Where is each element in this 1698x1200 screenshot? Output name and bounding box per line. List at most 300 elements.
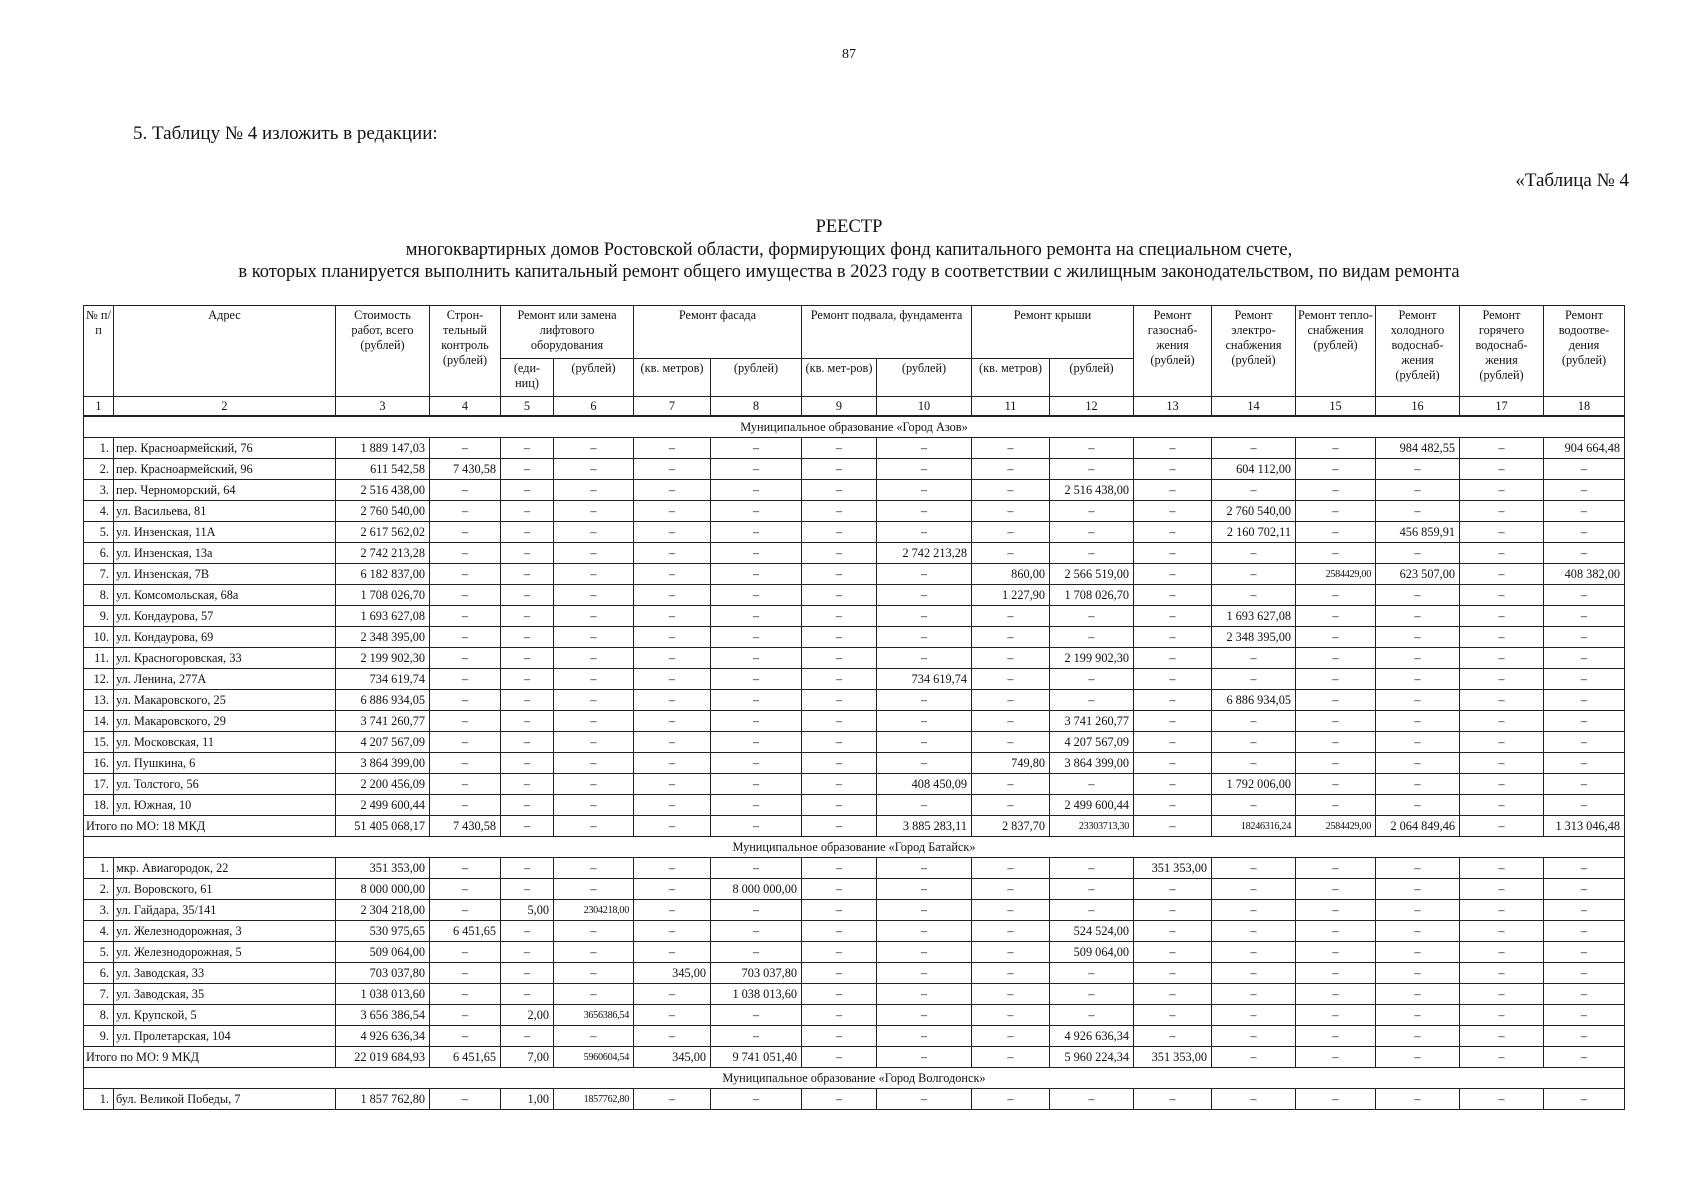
row-number: 18. bbox=[84, 795, 114, 816]
row-value: – bbox=[501, 879, 554, 900]
row-value: 623 507,00 bbox=[1376, 564, 1460, 585]
row-value: – bbox=[634, 858, 711, 879]
total-label: Итого по МО: 18 МКД bbox=[84, 816, 336, 837]
column-number: 15 bbox=[1296, 397, 1376, 417]
row-value: – bbox=[1460, 459, 1544, 480]
total-value: – bbox=[1460, 1047, 1544, 1068]
header-basement: Ремонт подвала, фундамента bbox=[802, 306, 972, 359]
row-value: – bbox=[1296, 795, 1376, 816]
row-value: 2 304 218,00 bbox=[336, 900, 430, 921]
row-value: – bbox=[554, 795, 634, 816]
row-value: 1857762,80 bbox=[554, 1089, 634, 1110]
row-value: – bbox=[877, 627, 972, 648]
total-value: 1 313 046,48 bbox=[1544, 816, 1625, 837]
column-number: 13 bbox=[1134, 397, 1212, 417]
row-value: – bbox=[634, 753, 711, 774]
row-value: – bbox=[1296, 585, 1376, 606]
row-value: – bbox=[877, 585, 972, 606]
row-value: – bbox=[430, 522, 501, 543]
row-value: – bbox=[972, 606, 1050, 627]
table-row bbox=[84, 564, 1625, 585]
row-value: – bbox=[554, 501, 634, 522]
row-value: – bbox=[554, 774, 634, 795]
row-value: – bbox=[711, 858, 802, 879]
row-value: – bbox=[1134, 732, 1212, 753]
total-value: 22 019 684,93 bbox=[336, 1047, 430, 1068]
column-number: 12 bbox=[1050, 397, 1134, 417]
row-value: – bbox=[1460, 1026, 1544, 1047]
row-value: – bbox=[1376, 921, 1460, 942]
row-value: – bbox=[634, 984, 711, 1005]
row-value: – bbox=[1544, 921, 1625, 942]
row-number: 15. bbox=[84, 732, 114, 753]
row-value: – bbox=[1212, 963, 1296, 984]
row-value: – bbox=[1134, 606, 1212, 627]
row-value: 1 708 026,70 bbox=[1050, 585, 1134, 606]
column-number-row bbox=[84, 397, 1625, 417]
row-address: ул. Пролетарская, 104 bbox=[114, 1026, 336, 1047]
table-row bbox=[84, 711, 1625, 732]
row-value: – bbox=[1050, 984, 1134, 1005]
row-value: – bbox=[634, 942, 711, 963]
row-value: – bbox=[877, 606, 972, 627]
row-value: – bbox=[1134, 564, 1212, 585]
row-value: – bbox=[554, 522, 634, 543]
row-value: – bbox=[554, 1026, 634, 1047]
row-value: – bbox=[1296, 438, 1376, 459]
row-value: – bbox=[802, 543, 877, 564]
row-value: – bbox=[1544, 900, 1625, 921]
row-value: – bbox=[877, 438, 972, 459]
header-control-l2: тельный bbox=[443, 323, 487, 337]
column-number: 3 bbox=[336, 397, 430, 417]
header-lift-rub: (рублей) bbox=[554, 359, 634, 397]
table-row bbox=[84, 879, 1625, 900]
row-value: – bbox=[634, 690, 711, 711]
row-value: – bbox=[972, 648, 1050, 669]
row-value: – bbox=[1212, 711, 1296, 732]
row-value: 8 000 000,00 bbox=[336, 879, 430, 900]
row-value: – bbox=[501, 795, 554, 816]
table-row bbox=[84, 984, 1625, 1005]
row-value: – bbox=[877, 501, 972, 522]
row-value: – bbox=[1050, 879, 1134, 900]
row-value: – bbox=[1376, 669, 1460, 690]
column-number: 4 bbox=[430, 397, 501, 417]
row-value: – bbox=[1050, 522, 1134, 543]
row-value: – bbox=[430, 732, 501, 753]
header-basement-rub: (рублей) bbox=[877, 359, 972, 397]
column-number: 9 bbox=[802, 397, 877, 417]
column-number: 1 bbox=[84, 397, 114, 417]
row-value: – bbox=[1460, 858, 1544, 879]
row-address: пер. Красноармейский, 96 bbox=[114, 459, 336, 480]
row-value: – bbox=[1134, 795, 1212, 816]
row-address: ул. Красногоровская, 33 bbox=[114, 648, 336, 669]
total-value: 2 064 849,46 bbox=[1376, 816, 1460, 837]
row-value: – bbox=[802, 648, 877, 669]
row-value: – bbox=[430, 669, 501, 690]
row-value: – bbox=[1460, 669, 1544, 690]
total-value: – bbox=[972, 1047, 1050, 1068]
row-value: – bbox=[1460, 648, 1544, 669]
row-address: ул. Южная, 10 bbox=[114, 795, 336, 816]
row-value: – bbox=[554, 963, 634, 984]
row-value: – bbox=[1134, 690, 1212, 711]
row-value: – bbox=[802, 753, 877, 774]
row-number: 7. bbox=[84, 564, 114, 585]
row-number: 4. bbox=[84, 921, 114, 942]
row-value: – bbox=[877, 900, 972, 921]
row-value: 2 566 519,00 bbox=[1050, 564, 1134, 585]
row-value: 3 864 399,00 bbox=[336, 753, 430, 774]
row-value: – bbox=[972, 627, 1050, 648]
row-value: – bbox=[430, 543, 501, 564]
header-lift-units: (еди-ниц) bbox=[501, 359, 554, 397]
row-value: – bbox=[1460, 564, 1544, 585]
row-value: – bbox=[554, 732, 634, 753]
row-value: – bbox=[1296, 606, 1376, 627]
row-value: – bbox=[972, 921, 1050, 942]
row-address: ул. Макаровского, 25 bbox=[114, 690, 336, 711]
row-value: 2 200 456,09 bbox=[336, 774, 430, 795]
row-value: – bbox=[802, 795, 877, 816]
row-value: – bbox=[430, 438, 501, 459]
row-value: – bbox=[430, 942, 501, 963]
row-value: 345,00 bbox=[634, 963, 711, 984]
row-value: – bbox=[802, 522, 877, 543]
row-value: 611 542,58 bbox=[336, 459, 430, 480]
row-value: – bbox=[1296, 732, 1376, 753]
row-number: 1. bbox=[84, 858, 114, 879]
row-value: – bbox=[1376, 480, 1460, 501]
row-value: – bbox=[1050, 900, 1134, 921]
row-value: 3 864 399,00 bbox=[1050, 753, 1134, 774]
table-row bbox=[84, 669, 1625, 690]
row-value: – bbox=[501, 942, 554, 963]
row-value: 2 760 540,00 bbox=[1212, 501, 1296, 522]
table-row bbox=[84, 858, 1625, 879]
row-address: ул. Инзенская, 7В bbox=[114, 564, 336, 585]
row-value: – bbox=[877, 795, 972, 816]
row-value: – bbox=[1296, 1026, 1376, 1047]
row-value: – bbox=[1296, 690, 1376, 711]
section-title: Муниципальное образование «Город Батайск» bbox=[84, 837, 1625, 858]
heading-subtitle-1: многоквартирных домов Ростовской области, формирующих фонд капитального ремонта на специальном счете, bbox=[405, 240, 1293, 260]
row-number: 8. bbox=[84, 1005, 114, 1026]
row-value: – bbox=[430, 795, 501, 816]
row-value: – bbox=[711, 648, 802, 669]
row-value: 456 859,91 bbox=[1376, 522, 1460, 543]
row-value: – bbox=[1376, 879, 1460, 900]
row-value: – bbox=[1544, 753, 1625, 774]
row-address: ул. Инзенская, 11А bbox=[114, 522, 336, 543]
row-value: – bbox=[1376, 774, 1460, 795]
row-value: – bbox=[1050, 1089, 1134, 1110]
row-address: ул. Инзенская, 13а bbox=[114, 543, 336, 564]
row-value: – bbox=[554, 753, 634, 774]
row-value: – bbox=[1296, 501, 1376, 522]
row-value: – bbox=[1544, 795, 1625, 816]
row-value: – bbox=[711, 522, 802, 543]
row-value: – bbox=[1212, 564, 1296, 585]
row-value: – bbox=[972, 711, 1050, 732]
header-gas: Ремонт газоснаб-жения (рублей) bbox=[1134, 306, 1212, 397]
table-label: «Таблица № 4 bbox=[1515, 170, 1629, 191]
row-value: 6 886 934,05 bbox=[336, 690, 430, 711]
row-value: – bbox=[1544, 690, 1625, 711]
row-value: – bbox=[877, 1089, 972, 1110]
row-value: – bbox=[1460, 606, 1544, 627]
row-value: – bbox=[1134, 543, 1212, 564]
row-address: ул. Заводская, 33 bbox=[114, 963, 336, 984]
row-value: – bbox=[711, 438, 802, 459]
row-value: – bbox=[634, 585, 711, 606]
table-row bbox=[84, 1026, 1625, 1047]
row-value: 2 742 213,28 bbox=[877, 543, 972, 564]
row-value: 4 207 567,09 bbox=[336, 732, 430, 753]
row-value: 3 741 260,77 bbox=[1050, 711, 1134, 732]
table-header bbox=[84, 306, 1625, 417]
row-value: – bbox=[1134, 963, 1212, 984]
row-value: – bbox=[1544, 879, 1625, 900]
row-value: – bbox=[802, 585, 877, 606]
row-value: – bbox=[634, 459, 711, 480]
row-number: 6. bbox=[84, 543, 114, 564]
row-value: – bbox=[1296, 627, 1376, 648]
row-value: – bbox=[554, 585, 634, 606]
row-value: 2304218,00 bbox=[554, 900, 634, 921]
row-value: – bbox=[972, 1089, 1050, 1110]
row-value: – bbox=[877, 711, 972, 732]
row-value: – bbox=[1050, 669, 1134, 690]
column-number: 17 bbox=[1460, 397, 1544, 417]
row-value: – bbox=[1134, 501, 1212, 522]
column-number: 16 bbox=[1376, 397, 1460, 417]
row-value: – bbox=[802, 900, 877, 921]
table-row bbox=[84, 606, 1625, 627]
row-value: 4 207 567,09 bbox=[1050, 732, 1134, 753]
row-value: – bbox=[711, 1005, 802, 1026]
row-value: 2 516 438,00 bbox=[1050, 480, 1134, 501]
row-value: – bbox=[1376, 753, 1460, 774]
row-value: – bbox=[711, 606, 802, 627]
header-facade: Ремонт фасада bbox=[634, 306, 802, 359]
row-value: – bbox=[1460, 921, 1544, 942]
total-value: – bbox=[1134, 816, 1212, 837]
table-row bbox=[84, 522, 1625, 543]
row-value: – bbox=[501, 501, 554, 522]
row-address: ул. Крупской, 5 bbox=[114, 1005, 336, 1026]
row-value: – bbox=[972, 900, 1050, 921]
row-value: – bbox=[554, 690, 634, 711]
row-value: 2 499 600,44 bbox=[336, 795, 430, 816]
row-number: 9. bbox=[84, 1026, 114, 1047]
row-value: – bbox=[1134, 711, 1212, 732]
row-value: 703 037,80 bbox=[711, 963, 802, 984]
row-value: – bbox=[501, 984, 554, 1005]
row-value: – bbox=[1134, 984, 1212, 1005]
row-value: – bbox=[554, 606, 634, 627]
table-row bbox=[84, 900, 1625, 921]
row-value: – bbox=[711, 480, 802, 501]
row-value: – bbox=[1134, 900, 1212, 921]
row-value: – bbox=[1544, 648, 1625, 669]
section-title: Муниципальное образование «Город Азов» bbox=[84, 416, 1625, 438]
row-value: – bbox=[972, 795, 1050, 816]
total-value: – bbox=[501, 816, 554, 837]
row-value: – bbox=[972, 774, 1050, 795]
row-value: – bbox=[554, 627, 634, 648]
total-value: 7,00 bbox=[501, 1047, 554, 1068]
row-value: 984 482,55 bbox=[1376, 438, 1460, 459]
row-value: – bbox=[501, 438, 554, 459]
row-value: – bbox=[877, 648, 972, 669]
row-value: – bbox=[1376, 648, 1460, 669]
row-value: 530 975,65 bbox=[336, 921, 430, 942]
row-number: 12. bbox=[84, 669, 114, 690]
row-value: – bbox=[802, 438, 877, 459]
total-label: Итого по МО: 9 МКД bbox=[84, 1047, 336, 1068]
row-value: – bbox=[1460, 984, 1544, 1005]
row-value: – bbox=[711, 753, 802, 774]
column-number: 2 bbox=[114, 397, 336, 417]
row-number: 2. bbox=[84, 459, 114, 480]
total-row bbox=[84, 816, 1625, 837]
row-value: – bbox=[634, 543, 711, 564]
total-value: 345,00 bbox=[634, 1047, 711, 1068]
row-value: 749,80 bbox=[972, 753, 1050, 774]
page-number: 87 bbox=[842, 47, 856, 62]
row-value: – bbox=[972, 879, 1050, 900]
row-address: ул. Ленина, 277А bbox=[114, 669, 336, 690]
row-value: – bbox=[1296, 711, 1376, 732]
row-value: – bbox=[1296, 774, 1376, 795]
row-value: – bbox=[1050, 963, 1134, 984]
row-value: – bbox=[430, 564, 501, 585]
row-value: – bbox=[1212, 1005, 1296, 1026]
row-value: – bbox=[711, 627, 802, 648]
row-value: – bbox=[501, 921, 554, 942]
row-value: 5,00 bbox=[501, 900, 554, 921]
row-value: – bbox=[501, 963, 554, 984]
row-value: – bbox=[1376, 1026, 1460, 1047]
table-row bbox=[84, 1089, 1625, 1110]
row-value: – bbox=[634, 648, 711, 669]
row-value: – bbox=[972, 522, 1050, 543]
row-value: – bbox=[1212, 732, 1296, 753]
row-value: – bbox=[554, 669, 634, 690]
row-value: – bbox=[1050, 501, 1134, 522]
row-value: – bbox=[711, 942, 802, 963]
total-value: 23303713,30 bbox=[1050, 816, 1134, 837]
row-value: – bbox=[1544, 1089, 1625, 1110]
row-value: – bbox=[634, 627, 711, 648]
row-value: – bbox=[1376, 900, 1460, 921]
row-value: 351 353,00 bbox=[1134, 858, 1212, 879]
header-cost: Стоимость работ, всего (рублей) bbox=[336, 306, 430, 397]
total-value: 3 885 283,11 bbox=[877, 816, 972, 837]
row-value: – bbox=[711, 795, 802, 816]
row-value: – bbox=[501, 690, 554, 711]
row-value: – bbox=[1544, 774, 1625, 795]
row-address: ул. Железнодорожная, 5 bbox=[114, 942, 336, 963]
header-control-l3: контроль bbox=[441, 338, 489, 352]
row-value: 1 792 006,00 bbox=[1212, 774, 1296, 795]
row-value: 351 353,00 bbox=[336, 858, 430, 879]
total-value: 9 741 051,40 bbox=[711, 1047, 802, 1068]
row-value: – bbox=[430, 963, 501, 984]
row-value: – bbox=[802, 963, 877, 984]
row-value: – bbox=[554, 711, 634, 732]
total-value: – bbox=[1376, 1047, 1460, 1068]
row-value: – bbox=[1376, 501, 1460, 522]
row-value: – bbox=[430, 501, 501, 522]
row-value: – bbox=[1296, 753, 1376, 774]
row-value: 2 199 902,30 bbox=[336, 648, 430, 669]
row-value: – bbox=[877, 480, 972, 501]
table-row bbox=[84, 942, 1625, 963]
row-value: – bbox=[554, 984, 634, 1005]
row-value: 2 617 562,02 bbox=[336, 522, 430, 543]
row-value: – bbox=[501, 480, 554, 501]
row-value: – bbox=[430, 1005, 501, 1026]
section-header-row bbox=[84, 416, 1625, 438]
row-value: – bbox=[802, 1026, 877, 1047]
row-value: – bbox=[972, 480, 1050, 501]
row-value: – bbox=[972, 858, 1050, 879]
row-value: – bbox=[1544, 522, 1625, 543]
table-row bbox=[84, 501, 1625, 522]
row-value: – bbox=[1296, 522, 1376, 543]
row-value: – bbox=[1212, 921, 1296, 942]
row-value: – bbox=[1460, 732, 1544, 753]
row-value: – bbox=[972, 669, 1050, 690]
row-value: – bbox=[1134, 459, 1212, 480]
row-number: 5. bbox=[84, 942, 114, 963]
row-value: – bbox=[711, 1089, 802, 1110]
row-value: – bbox=[1460, 543, 1544, 564]
header-electric: Ремонт электро-снабжения (рублей) bbox=[1212, 306, 1296, 397]
row-value: – bbox=[972, 732, 1050, 753]
heading-subtitle-2: в которых планируется выполнить капитальный ремонт общего имущества в 2023 году в соответствии с жилищным законодательством, по видам ремонта bbox=[238, 262, 1460, 282]
row-value: – bbox=[1134, 522, 1212, 543]
row-value: – bbox=[1460, 627, 1544, 648]
row-value: – bbox=[1544, 606, 1625, 627]
row-value: – bbox=[430, 585, 501, 606]
row-value: – bbox=[1460, 1005, 1544, 1026]
row-value: – bbox=[1134, 627, 1212, 648]
row-value: 1 038 013,60 bbox=[711, 984, 802, 1005]
row-address: ул. Толстого, 56 bbox=[114, 774, 336, 795]
row-value: 3 656 386,54 bbox=[336, 1005, 430, 1026]
row-value: – bbox=[972, 1026, 1050, 1047]
row-value: 1 693 627,08 bbox=[1212, 606, 1296, 627]
row-value: – bbox=[1134, 1005, 1212, 1026]
column-number: 5 bbox=[501, 397, 554, 417]
row-value: – bbox=[1544, 543, 1625, 564]
row-value: – bbox=[802, 459, 877, 480]
row-value: – bbox=[1460, 1089, 1544, 1110]
row-value: – bbox=[1296, 543, 1376, 564]
row-value: – bbox=[501, 648, 554, 669]
row-value: – bbox=[634, 921, 711, 942]
total-row bbox=[84, 1047, 1625, 1068]
row-value: – bbox=[1050, 459, 1134, 480]
header-roof-rub: (рублей) bbox=[1050, 359, 1134, 397]
row-value: – bbox=[1544, 501, 1625, 522]
row-number: 6. bbox=[84, 963, 114, 984]
